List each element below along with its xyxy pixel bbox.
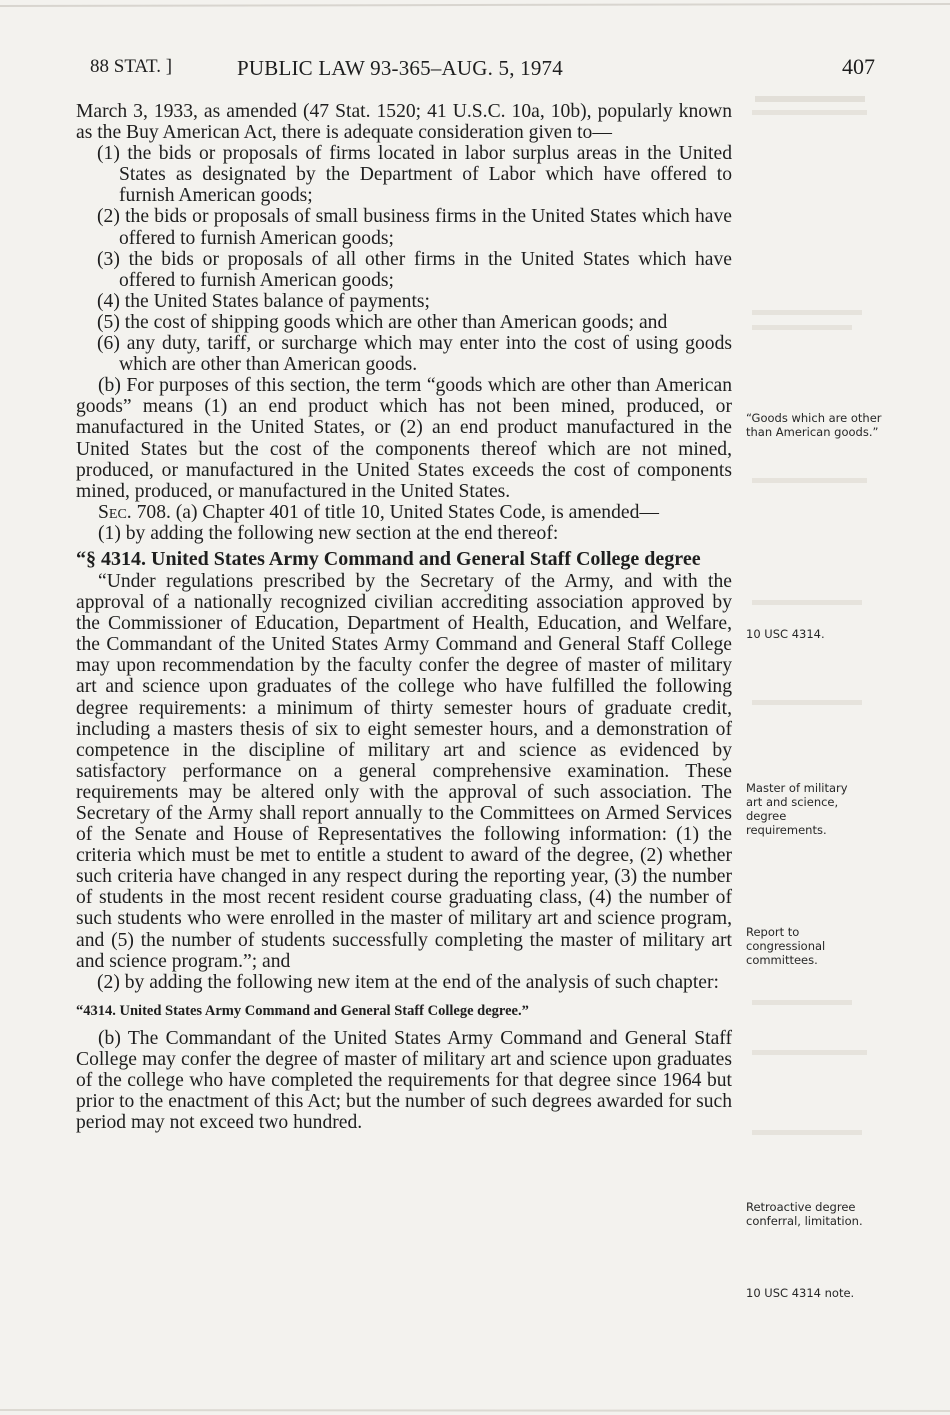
section-heading: “§ 4314. United States Army Command and General Staff College degree xyxy=(76,547,701,570)
bleed-through-mark xyxy=(752,700,862,705)
subsection-1: (1) by adding the following new section at the end thereof: xyxy=(98,522,559,544)
bleed-through-mark xyxy=(752,1050,867,1055)
analysis-item: “4314. United States Army Command and General Staff College degree.” xyxy=(76,1002,529,1019)
paragraph-opening: March 3, 1933, as amended (47 Stat. 1520; 41 U.S.C. 10a, 10b), popularly known as the Buy American Act, there is adequate consideration given to— xyxy=(76,101,732,144)
bleed-through-mark xyxy=(752,325,852,330)
margin-note-report: Report to congressional committees. xyxy=(746,925,826,967)
bleed-through-mark xyxy=(752,600,862,605)
bleed-through-mark xyxy=(755,96,865,102)
list-item-5: (5) the cost of shipping goods which are other than American goods; and xyxy=(97,311,668,333)
paragraph-b-definition: (b) For purposes of this section, the term “goods which are other than American goods” means (1) an end product which has not been mined, produced, or manufactured in the United States, or (2) an end product manufactured in the United States but the cost of the components thereof which are not mined, produced, or manufactured in the United States exceeds the cost of components mined, produced, or manufactured in the United States. xyxy=(76,375,732,502)
paragraph-b-retroactive: (b) The Commandant of the United States Army Command and General Staff College may confer the degree of master of military art and science upon graduates of the college who have completed the requirements for that degree since 1964 but prior to the enactment of this Act; but the number of such degrees awarded for such period may not exceed two hundred. xyxy=(76,1027,732,1134)
quoted-section-text: “Under regulations prescribed by the Secretary of the Army, and with the approval of a nationally recognized civilian accrediting association approved by the Commissioner of Education, Department of Health, Education, and Welfare, the Commandant of the United States Army Command and General Staff College may upon recommendation by the faculty confer the degree of master of military art and science upon graduates of the college who have fulfilled the following degree requirements: a minimum of thirty semester hours of graduate credit, including a masters thesis of six to eight semester hours, and a demonstration of competence in the discipline of military art and science as evidenced by satisfactory performance on a general comprehensive examination. These requirements may be altered only with the approval of such association. The Secretary of the Army shall report annually to the Committees on Armed Services of the Senate and House of Representatives the following information: (1) the criteria which must be met to entitle a student to award of the degree, (2) whether such criteria have changed in any respect during the reporting year, (3) the number of students in the most recent resident course graduating class, (4) the number of such students who were enrolled in the master of military art and science program, and (5) the number of students successfully completing the master of military art and science program.”; and xyxy=(76,570,732,972)
bleed-through-mark xyxy=(752,1000,852,1005)
bleed-through-mark xyxy=(752,110,867,115)
margin-note-retroactive: Retroactive degree conferral, limitation. xyxy=(746,1200,863,1228)
bottom-edge-shadow xyxy=(0,1410,950,1411)
margin-note-goods: “Goods which are other than American goods.” xyxy=(746,411,882,439)
top-edge-shadow xyxy=(0,4,950,6)
bleed-through-mark xyxy=(752,478,867,483)
section-label: Sec. xyxy=(98,501,132,523)
list-item-1: (1) the bids or proposals of firms located in labor surplus areas in the United States as designated by the Department of Labor which have offered to furnish American goods; xyxy=(97,143,732,207)
bleed-through-mark xyxy=(752,1130,862,1135)
statute-citation: 88 STAT. ] xyxy=(90,56,173,77)
list-item-6: (6) any duty, tariff, or surcharge which may enter into the cost of using goods which are other than American goods. xyxy=(97,333,732,376)
subsection-2: (2) by adding the following new item at the end of the analysis of such chapter: xyxy=(97,971,719,993)
margin-note-usc-note: 10 USC 4314 note. xyxy=(746,1286,855,1300)
bleed-through-mark xyxy=(752,310,862,315)
margin-note-usc-4314: 10 USC 4314. xyxy=(746,627,825,641)
section-708-text: 708. (a) Chapter 401 of title 10, United States Code, is amended— xyxy=(136,501,659,523)
margin-note-master: Master of military art and science, degree requirements. xyxy=(746,781,848,837)
page-number: 407 xyxy=(842,54,875,79)
list-item-3: (3) the bids or proposals of all other firms in the United States which have offered to furnish American goods; xyxy=(97,248,732,291)
list-item-4: (4) the United States balance of payments; xyxy=(97,290,430,312)
running-title: PUBLIC LAW 93-365–AUG. 5, 1974 xyxy=(237,56,563,80)
list-item-2: (2) the bids or proposals of small business firms in the United States which have offered to furnish American goods; xyxy=(97,206,732,249)
